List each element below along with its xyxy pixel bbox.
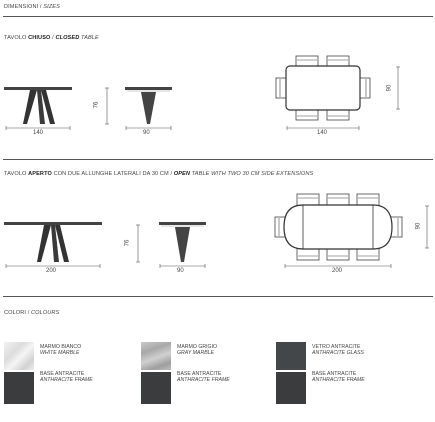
closed-header-sep: / (50, 35, 56, 41)
colours-header-sep: / (26, 310, 32, 316)
colours-header (4, 310, 59, 316)
base-2-en: ANTHRACITE FRAME (177, 377, 230, 384)
open-header-mid: CON DUE ALLUNGHE LATERALI DA 30 CM (51, 171, 169, 177)
page-title-it: DIMENSIONI (4, 4, 39, 10)
page-title-sep: / (38, 4, 44, 10)
open-side-depth-label: 90 (177, 268, 184, 274)
swatch-base-1 (4, 372, 34, 404)
closed-top-length-label: 140 (317, 130, 328, 136)
swatch-base-3 (276, 372, 306, 404)
closed-header-bold-it: CHIUSO (28, 35, 51, 41)
open-header-post: TABLE WITH TWO 30 CM SIDE EXTENSIONS (190, 171, 314, 177)
swatch-white-marble (4, 342, 34, 370)
open-top-depth-label: 90 (415, 222, 422, 230)
swatch-1-en: WHITE MARBLE (40, 350, 80, 357)
swatch-2-it: MARMO GRIGIO (177, 344, 218, 350)
swatch-base-2 (141, 372, 171, 404)
swatch-gray-marble (141, 342, 171, 370)
swatch-1-it: MARMO BIANCO (40, 344, 82, 350)
closed-top-depth-label: 90 (386, 84, 393, 92)
swatch-3-it: VETRO ANTRACITE (312, 344, 361, 350)
colours-header-it: COLORI (4, 310, 27, 316)
base-3-en: ANTHRACITE FRAME (312, 377, 365, 384)
swatch-label-anthracite-glass (312, 344, 364, 356)
open-header-bold-en: OPEN (173, 171, 191, 177)
open-header-bold-it: APERTO (28, 171, 52, 177)
colours-header-en: COLOURS (31, 310, 60, 316)
open-header-pre: TAVOLO (4, 171, 29, 177)
base-1-en: ANTHRACITE FRAME (40, 377, 93, 384)
swatch-2-en: GRAY MARBLE (177, 350, 214, 357)
base-2-it: BASE ANTRACITE (177, 371, 222, 377)
swatch-3-en: ANTHRACITE GLASS (312, 350, 364, 357)
swatch-label-base-2 (177, 371, 230, 383)
swatch-label-base-1 (40, 371, 93, 383)
open-header-sep: / (168, 171, 174, 177)
open-height-label: 76 (124, 239, 131, 247)
swatch-label-base-3 (312, 371, 365, 383)
base-3-it: BASE ANTRACITE (312, 371, 357, 377)
closed-height-label: 76 (93, 101, 100, 109)
swatch-anthracite-glass (276, 342, 306, 370)
section-rule-2 (3, 296, 433, 297)
swatch-label-white-marble (40, 344, 81, 356)
closed-side-depth-label: 90 (143, 130, 150, 136)
closed-front-length-label: 140 (33, 130, 44, 136)
open-top-length-label: 200 (332, 268, 343, 274)
page-title-en: SIZES (43, 4, 60, 10)
swatch-label-gray-marble (177, 344, 217, 356)
base-1-it: BASE ANTRACITE (40, 371, 85, 377)
closed-header-post: TABLE (79, 35, 99, 41)
open-front-length-label: 200 (46, 268, 57, 274)
closed-header-bold-en: CLOSED (55, 35, 80, 41)
closed-header-pre: TAVOLO (4, 35, 29, 41)
